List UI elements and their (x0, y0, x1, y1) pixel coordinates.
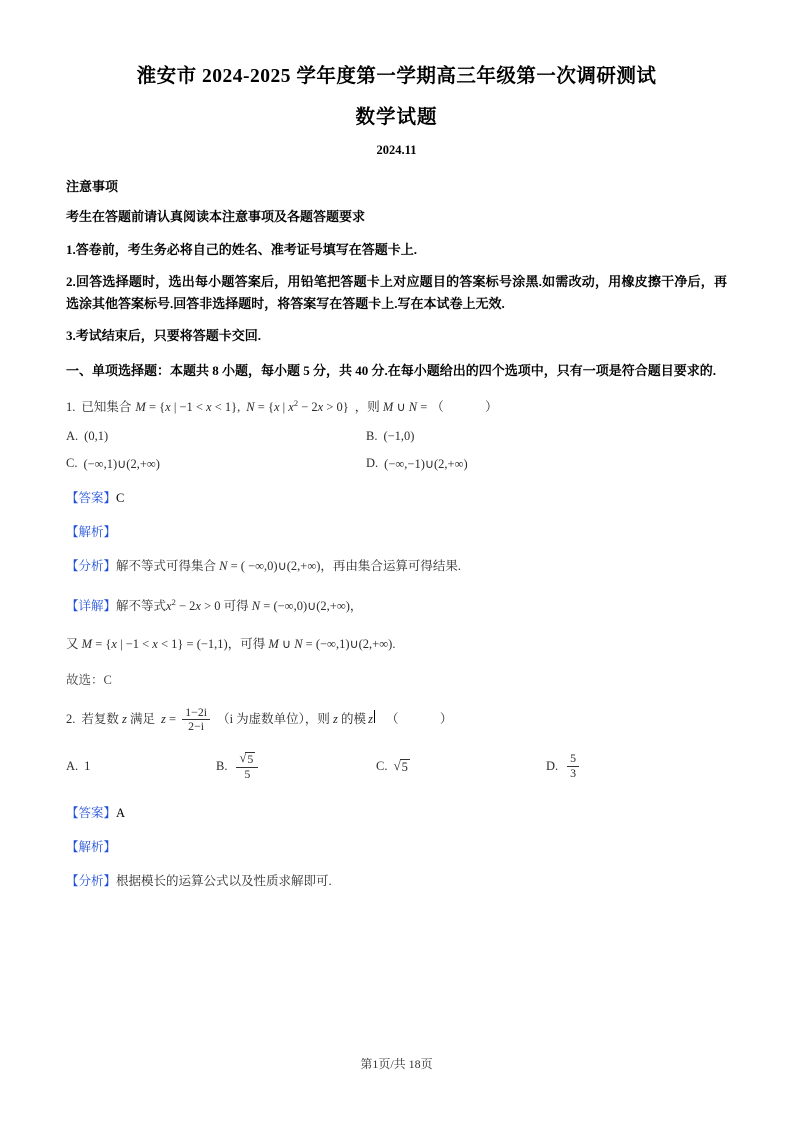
question-1 (66, 397, 727, 417)
question-2-option-a[interactable]: A. 1 (66, 759, 91, 774)
page-subtitle: 数学试题 (355, 107, 438, 129)
answer-label: 【答案】 (66, 490, 117, 505)
question-2-option-b[interactable]: B. √ 5 5 (216, 752, 376, 781)
q2-option-c-value: √ 5 (393, 757, 408, 774)
question-1-conclusion: 故选：C (66, 672, 112, 687)
question-1-number: 1. (66, 399, 76, 414)
question-1-set-m: M = {x | −1 < x < 1} (135, 399, 238, 414)
question-1-answer (66, 488, 727, 506)
exam-date: 2024.11 (376, 143, 417, 158)
question-2-analysis: 【分析】根据模长的运算公式以及性质求解即可. (66, 874, 332, 889)
answer-value: C (116, 490, 125, 505)
question-1-option-b[interactable]: B. (−1,0) (366, 428, 415, 443)
option-a-value: (0,1) (84, 428, 109, 443)
question-1-blank: （ ） (431, 399, 506, 414)
question-1-comma: , (237, 399, 241, 414)
page-title: 淮安市 2024-2025 学年度第一学期高三年级第一次调研测试 (136, 66, 657, 87)
question-1-detail-line2: 又 M = {x | −1 < x < 1} = (−1,1)，可得 M ∪ N = (−∞,1)∪(2,+∞). (66, 636, 396, 651)
notice-line-3: 2.回答选择题时，选出每小题答案后，用铅笔把答题卡上对应题目的答案标号涂黑.如需改动，用橡皮擦干净后，再选涂其他答案标号.回答非选择题时，将答案写在答题卡上.写在本试卷上无效. (66, 274, 727, 311)
text-cursor (374, 710, 375, 723)
question-2-options (66, 752, 727, 781)
notice-line-1: 考生在答题前请认真阅读本注意事项及各题答题要求 (66, 209, 366, 225)
option-d-value: (−∞,−1)∪(2,+∞) (384, 456, 468, 471)
q2-option-d-value: $\frac{5}{3}$ (564, 752, 582, 780)
page-footer: 第1页/共 18页 (360, 1057, 433, 1071)
question-2: 2. 若复数 z 满足 z = $\frac{1-2i}{2-i}$ （i 为虚数单位），则 z 的模 z （ ） (66, 704, 461, 734)
question-1-option-d[interactable]: D. (−∞,−1)∪(2,+∞) (366, 456, 468, 471)
question-2-option-c[interactable]: C. √ 5 (376, 757, 408, 774)
question-1-stem-suffix: ，则 M ∪ N = (354, 399, 428, 414)
question-1-analysis-label: 【解析】 (66, 524, 117, 539)
question-2-analysis-label: 【解析】 (66, 840, 117, 855)
question-1-detail: 【详解】解不等式$x^2 - 2x > 0$ 可得 N = (−∞,0)∪(2,+∞)， (66, 596, 363, 614)
question-2-blank: （ ） (385, 711, 461, 726)
notice-line-4: 3.考试结束后，只要将答题卡交回. (66, 328, 262, 343)
q2-option-a-value: 1 (84, 759, 91, 774)
question-2-answer: 【答案】A (66, 806, 126, 821)
option-b-value: (−1,0) (383, 428, 415, 443)
question-1-stem-prefix: 已知集合 (81, 399, 132, 414)
notice-heading: 注意事项 (66, 179, 119, 195)
question-2-formula: z = $\frac{1-2i}{2-i}$ (161, 706, 213, 734)
detail-inequality: $x^2 - 2x > 0$ (166, 596, 224, 614)
question-2-number: 2. (66, 711, 76, 726)
notice-line-2: 1.答卷前，考生务必将自己的姓名、准考证号填写在答题卡上. (66, 241, 418, 257)
question-1-option-a[interactable]: A. (0,1) (66, 428, 109, 443)
question-1-option-c[interactable]: C. (−∞,1)∪(2,+∞) (66, 456, 160, 471)
question-1-options (66, 429, 727, 444)
detail-union: M ∪ N = (−∞,1)∪(2,+∞) (268, 636, 393, 651)
analysis-set-n: N = ( −∞,0)∪(2,+∞) (219, 558, 321, 573)
detail-set-m: M = {x | −1 < x < 1} = (−1,1) (81, 636, 228, 651)
question-1-set-n: N = {x | $x^2 - 2x > 0$} (246, 397, 349, 414)
detail-set-n: N = (−∞,0)∪(2,+∞) (251, 599, 350, 614)
section-heading: 一、单项选择题：本题共 8 小题，每小题 5 分，共 40 分.在每小题给出的四个选项中，只有一项是符合题目要求的. (66, 363, 717, 379)
option-c-value: (−∞,1)∪(2,+∞) (83, 456, 160, 471)
question-1-analysis: 【分析】解不等式可得集合 N = ( −∞,0)∪(2,+∞)，再由集合运算可得结果. (66, 558, 462, 573)
question-2-stem-a: 若复数 z 满足 (81, 711, 156, 726)
question-2-stem-b: （i 为虚数单位），则 z 的模 (217, 711, 367, 726)
q2-option-b-value: √ 5 5 (233, 752, 261, 781)
question-2-option-d[interactable]: D. $\frac{5}{3}$ (546, 752, 582, 781)
question-1-options-2 (66, 456, 727, 472)
